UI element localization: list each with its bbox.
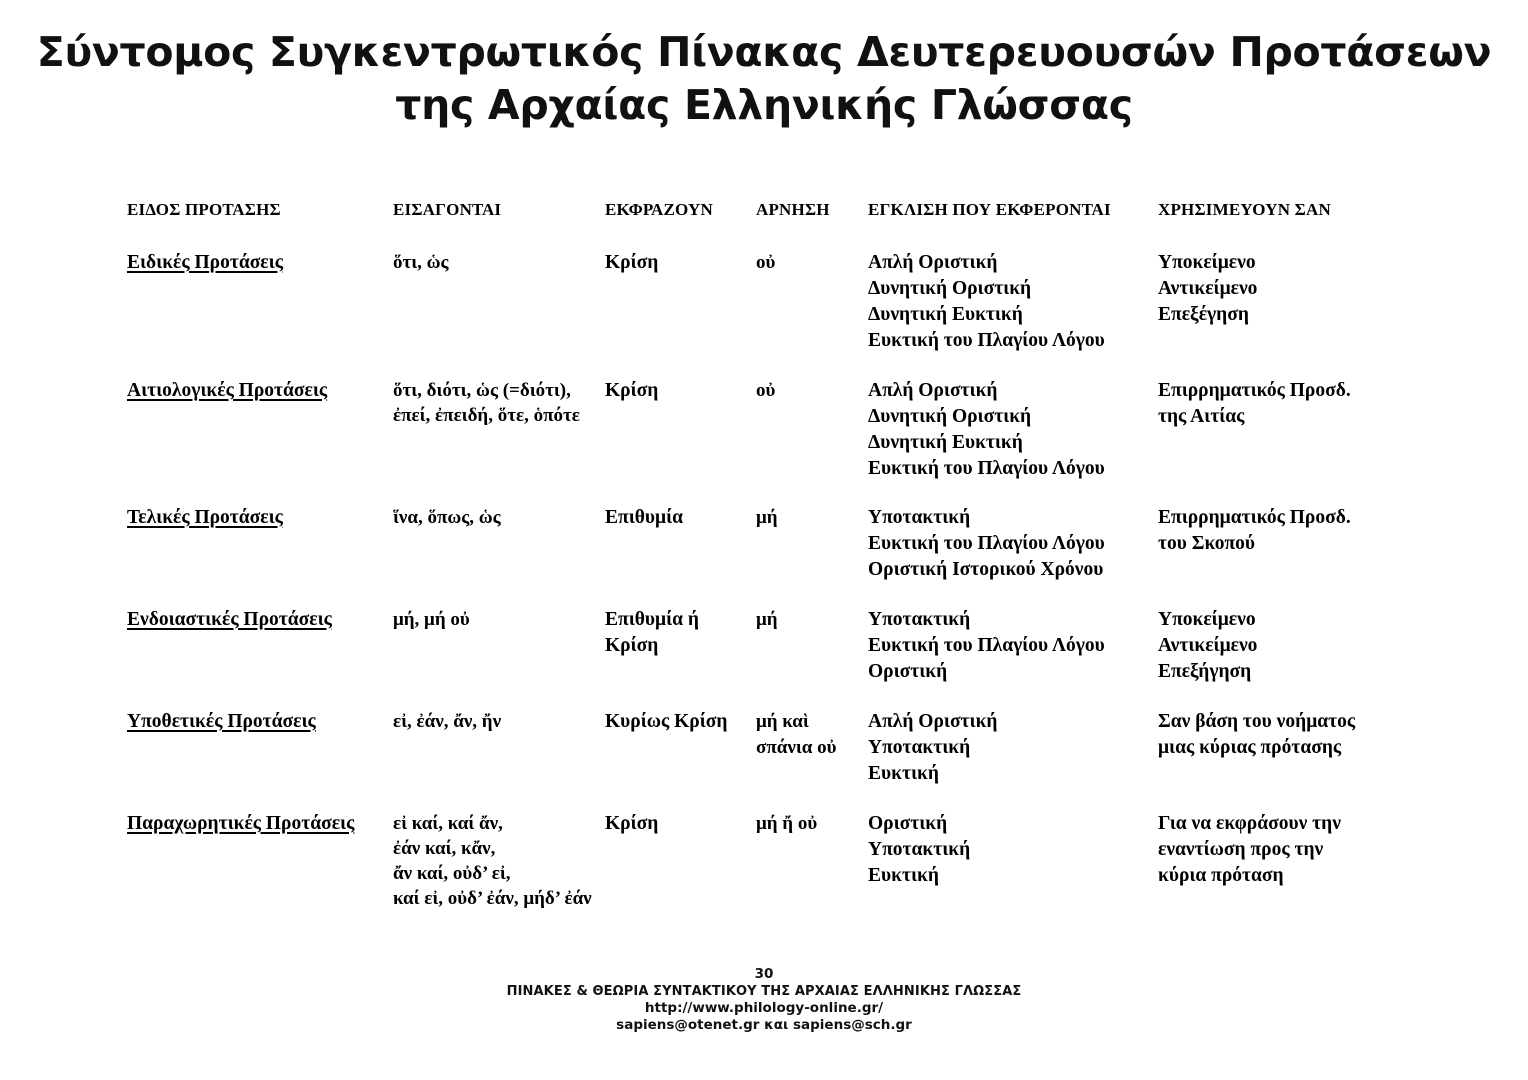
cell-mood-line: Ευκτική του Πλαγίου Λόγου	[868, 458, 1105, 479]
publication-title: ΠΙΝΑΚΕΣ & ΘΕΩΡΙΑ ΣΥΝΤΑΚΤΙΚΟΥ ΤΗΣ ΑΡΧΑΙΑΣ ΕΛΛΗΝΙΚΗΣ ΓΛΩΣΣΑΣ	[506, 984, 1022, 999]
cell-intro	[393, 811, 592, 911]
cell-negation	[756, 709, 836, 761]
cell-intro-line: καί εἰ, οὐδ’ ἐάν, μήδ’ ἐάν	[393, 888, 592, 909]
cell-use	[1158, 505, 1351, 557]
cell-negation	[756, 811, 817, 837]
cell-mood-line: Δυνητική Ευκτική	[868, 432, 1023, 453]
page-number: 30	[754, 966, 774, 982]
cell-kind-line: Τελικές Προτάσεις	[127, 507, 283, 528]
cell-express-line: Κρίση	[605, 635, 659, 656]
cell-express	[605, 505, 683, 531]
cell-kind-line: Ειδικές Προτάσεις	[127, 252, 283, 273]
cell-use-line: του Σκοπού	[1158, 533, 1256, 554]
cell-use-line: Υποκείμενο	[1158, 609, 1256, 630]
cell-mood-line: Οριστική Ιστορικού Χρόνου	[868, 559, 1104, 580]
cell-mood-line: Δυνητική Οριστική	[868, 406, 1032, 427]
cell-use-line: της Αιτίας	[1158, 406, 1245, 427]
cell-kind	[127, 250, 283, 276]
cell-intro-line: ἄν καί, οὐδ’ εἰ,	[393, 863, 511, 884]
cell-intro-line: μή, μή οὐ	[393, 609, 470, 630]
cell-mood-line: Ευκτική του Πλαγίου Λόγου	[868, 635, 1105, 656]
cell-use-line: Υποκείμενο	[1158, 252, 1256, 273]
cell-mood	[868, 811, 970, 889]
cell-negation	[756, 250, 775, 276]
cell-express	[605, 811, 658, 837]
cell-intro-line: ἵνα, ὅπως, ὡς	[393, 507, 501, 528]
cell-use-line: Αντικείμενο	[1158, 278, 1258, 299]
cell-use-line: Επεξέγηση	[1158, 304, 1249, 325]
cell-intro-line: ὅτι, διότι, ὡς (=διότι),	[393, 380, 571, 401]
cell-mood-line: Ευκτική του Πλαγίου Λόγου	[868, 533, 1105, 554]
cell-intro	[393, 607, 470, 632]
cell-mood-line: Υποτακτική	[868, 507, 971, 528]
cell-use-line: εναντίωση προς την	[1158, 839, 1324, 860]
cell-mood-line: Ευκτική	[868, 865, 939, 886]
cell-mood-line: Απλή Οριστική	[868, 252, 998, 273]
cell-intro	[393, 505, 501, 530]
cell-mood-line: Υποτακτική	[868, 839, 971, 860]
cell-use-line: κύρια πρόταση	[1158, 865, 1284, 886]
cell-use-line: Επιρρηματικός Προσδ.	[1158, 507, 1351, 528]
cell-mood-line: Δυνητική Οριστική	[868, 278, 1032, 299]
cell-mood-line: Ευκτική	[868, 763, 939, 784]
cell-use	[1158, 250, 1257, 328]
cell-negation	[756, 505, 778, 531]
cell-negation-line: μή	[756, 609, 778, 630]
cell-kind-line: Υποθετικές Προτάσεις	[127, 711, 316, 732]
column-header-mood: ΕΓΚΛΙΣΗ ΠΟΥ ΕΚΦΕΡΟΝΤΑΙ	[868, 200, 1111, 219]
cell-mood	[868, 250, 1105, 354]
cell-negation	[756, 607, 778, 633]
contact-emails: sapiens@otenet.gr και sapiens@sch.gr	[616, 1017, 912, 1033]
title-line-2: της Αρχαίας Ελληνικής Γλώσσας	[395, 81, 1133, 129]
column-header-intro: ΕΙΣΑΓΟΝΤΑΙ	[393, 200, 502, 219]
cell-negation-line: οὐ	[756, 252, 776, 273]
cell-mood-line: Απλή Οριστική	[868, 380, 998, 401]
cell-use	[1158, 811, 1341, 889]
cell-negation-line: μή ἤ οὐ	[756, 813, 818, 834]
cell-express	[605, 250, 658, 276]
cell-intro-line: εἰ καί, καί ἄν,	[393, 813, 503, 834]
column-header-negation: ΑΡΝΗΣΗ	[756, 200, 830, 219]
cell-intro-line: ἐπεί, ἐπειδή, ὅτε, ὁπότε	[393, 405, 580, 426]
cell-kind-line: Ενδοιαστικές Προτάσεις	[127, 609, 332, 630]
cell-express	[605, 709, 727, 735]
cell-negation-line: μή καὶ	[756, 711, 809, 732]
cell-negation-line: οὐ	[756, 380, 776, 401]
cell-use-line: Για να εκφράσουν την	[1158, 813, 1341, 834]
cell-kind	[127, 811, 354, 837]
cell-use	[1158, 709, 1355, 761]
cell-negation-line: σπάνια οὐ	[756, 737, 837, 758]
title-line-1: Σύντομος Συγκεντρωτικός Πίνακας Δευτερευουσών Προτάσεων	[36, 28, 1492, 76]
cell-kind	[127, 378, 327, 404]
cell-intro	[393, 709, 501, 734]
cell-mood-line: Απλή Οριστική	[868, 711, 998, 732]
cell-use	[1158, 607, 1257, 685]
cell-intro	[393, 378, 580, 428]
cell-use-line: Επιρρηματικός Προσδ.	[1158, 380, 1351, 401]
cell-express-line: Επιθυμία	[605, 507, 684, 528]
cell-negation	[756, 378, 775, 404]
cell-express	[605, 607, 699, 659]
cell-use	[1158, 378, 1351, 430]
cell-intro-line: ἐάν καί, κἄν,	[393, 838, 496, 859]
cell-mood-line: Ευκτική του Πλαγίου Λόγου	[868, 330, 1105, 351]
cell-kind	[127, 709, 316, 735]
cell-mood	[868, 607, 1105, 685]
cell-use-line: Αντικείμενο	[1158, 635, 1258, 656]
cell-mood-line: Οριστική	[868, 661, 948, 682]
cell-use-line: μιας κύριας πρότασης	[1158, 737, 1342, 758]
column-header-kind: ΕΙΔΟΣ ΠΡΟΤΑΣΗΣ	[127, 200, 281, 219]
cell-kind	[127, 505, 283, 531]
cell-express-line: Κρίση	[605, 252, 659, 273]
cell-negation-line: μή	[756, 507, 778, 528]
cell-kind-line: Αιτιολογικές Προτάσεις	[127, 380, 328, 401]
cell-use-line: Επεξήγηση	[1158, 661, 1252, 682]
cell-express-line: Κυρίως Κρίση	[605, 711, 728, 732]
cell-mood-line: Οριστική	[868, 813, 948, 834]
column-header-express: ΕΚΦΡΑΖΟΥΝ	[605, 200, 713, 219]
cell-intro-line: εἰ, ἐάν, ἄν, ἤν	[393, 711, 502, 732]
cell-mood-line: Υποτακτική	[868, 737, 971, 758]
cell-intro-line: ὅτι, ὡς	[393, 252, 449, 273]
column-header-use: ΧΡΗΣΙΜΕΥΟΥΝ ΣΑΝ	[1158, 200, 1331, 219]
cell-mood	[868, 378, 1105, 482]
cell-mood-line: Υποτακτική	[868, 609, 971, 630]
cell-express-line: Επιθυμία ή	[605, 609, 699, 630]
cell-mood-line: Δυνητική Ευκτική	[868, 304, 1023, 325]
page-footer	[0, 966, 1528, 1034]
cell-express-line: Κρίση	[605, 380, 659, 401]
cell-express-line: Κρίση	[605, 813, 659, 834]
cell-mood	[868, 709, 997, 787]
cell-use-line: Σαν βάση του νοήματος	[1158, 711, 1356, 732]
cell-kind	[127, 607, 332, 633]
website-url: http://www.philology-online.gr/	[644, 1000, 884, 1016]
cell-kind-line: Παραχωρητικές Προτάσεις	[127, 813, 355, 834]
cell-express	[605, 378, 658, 404]
cell-intro	[393, 250, 449, 275]
cell-mood	[868, 505, 1105, 583]
page-title	[0, 26, 1528, 132]
